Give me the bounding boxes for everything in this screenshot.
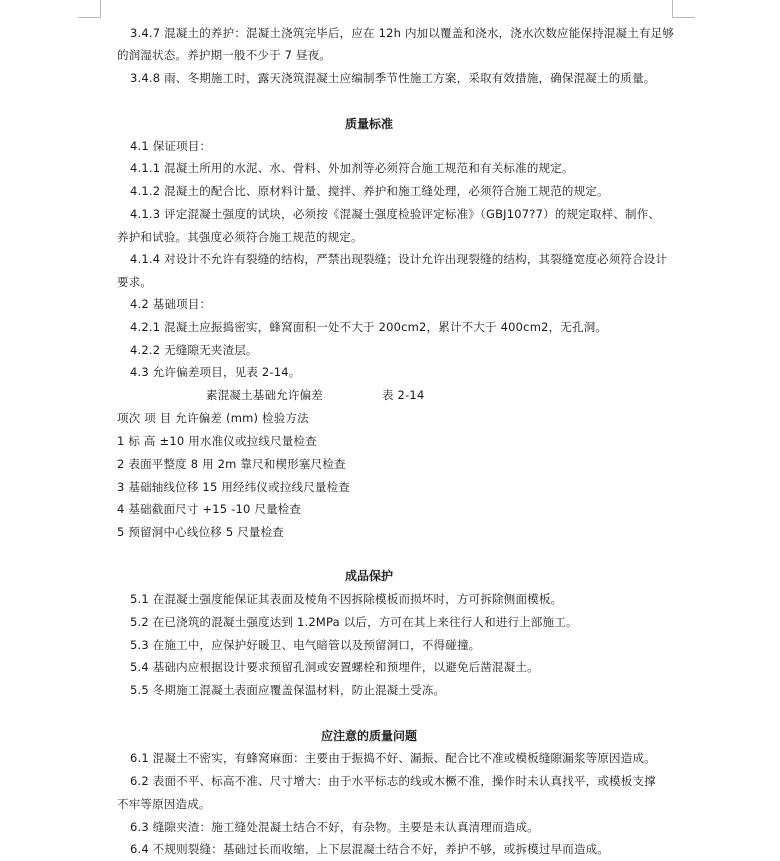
paragraph-line: 要求。 [117, 275, 153, 289]
table-row: 3 基础轴线位移 15 用经纬仪或拉线尺量检查 [117, 480, 351, 494]
paragraph-line: 6.1 混凝土不密实，有蜂窝麻面：主要由于振捣不好、漏振、配合比不准或模板缝隙漏浆等原因造成。 [130, 751, 656, 765]
paragraph-line: 不牢等原因造成。 [117, 797, 211, 811]
paragraph-line: 3.4.8 雨、冬期施工时，露天浇筑混凝土应编制季节性施工方案，采取有效措施，确保混凝土的质量。 [130, 71, 656, 85]
paragraph-line: 4.3 允许偏差项目，见表 2-14。 [130, 365, 301, 379]
paragraph-line: 6.4 不规则裂缝：基础过长而收缩，上下层混凝土结合不好，养护不够，或拆模过早而造成。 [130, 842, 610, 856]
paragraph-line: 4.2 基础项目： [130, 297, 212, 311]
paragraph-line: 5.5 冬期施工混凝土表面应覆盖保温材料，防止混凝土受冻。 [130, 683, 446, 697]
paragraph-line: 的润湿状态。养护期一般不少于 7 昼夜。 [117, 48, 332, 62]
table-row: 4 基础截面尺寸 +15 -10 尺量检查 [117, 502, 302, 516]
paragraph-line: 6.2 表面不平、标高不准、尺寸增大：由于水平标志的线或木橛不准，操作时未认真找平，或模板支撑 [130, 774, 656, 788]
paragraph-line: 4.1.1 混凝土所用的水泥、水、骨料、外加剂等必须符合施工规范和有关标准的规定。 [130, 161, 574, 175]
paragraph-line: 4.2.1 混凝土应振捣密实，蜂窝面积一处不大于 200cm2，累计不大于 400cm2，无孔洞。 [130, 320, 608, 334]
section-heading-issues: 应注意的质量问题 [320, 729, 417, 743]
table-caption: 素混凝土基础允许偏差 [206, 388, 323, 402]
table-number: 表 2-14 [382, 388, 425, 402]
section-heading-quality: 质量标准 [344, 117, 393, 131]
paragraph-line: 4.1.4 对设计不允许有裂缝的结构，严禁出现裂缝；设计允许出现裂缝的结构，其裂缝宽度必须符合设计 [130, 252, 668, 266]
paragraph-line: 5.1 在混凝土强度能保证其表面及棱角不因拆除模板而损坏时，方可拆除侧面模板。 [130, 592, 563, 606]
paragraph-line: 养护和试验。其强度必须符合施工规范的规定。 [117, 230, 363, 244]
paragraph-line: 4.1.3 评定混凝土强度的试块，必须按《混凝土强度检验评定标准》（GBJ107?7）的规定取样、制作、 [130, 207, 661, 221]
paragraph-line: 3.4.7 混凝土的养护：混凝土浇筑完毕后，应在 12h 内加以覆盖和浇水，浇水次数应能保持混凝土有足够 [130, 26, 675, 40]
table-row: 2 表面平整度 8 用 2m 靠尺和楔形塞尺检查 [117, 457, 346, 471]
paragraph-line: 5.3 在施工中，应保护好暖卫、电气暗管以及预留洞口，不得碰撞。 [130, 638, 481, 652]
paragraph-line: 4.1.2 混凝土的配合比、原材料计量、搅拌、养护和施工缝处理，必须符合施工规范的规定。 [130, 184, 609, 198]
table-row: 1 标 高 ±10 用水准仪或拉线尺量检查 [117, 434, 317, 448]
table-header-row: 项次 项 目 允许偏差 (mm) 检验方法 [117, 411, 309, 425]
section-heading-protection: 成品保护 [344, 569, 393, 583]
paragraph-line: 4.2.2 无缝隙无夹渣层。 [130, 343, 258, 357]
paragraph-line: 6.3 缝隙夹渣：施工缝处混凝土结合不好，有杂物。主要是未认真清理而造成。 [130, 820, 539, 834]
paragraph-line: 4.1 保证项目： [130, 139, 212, 153]
paragraph-line: 5.2 在已浇筑的混凝土强度达到 1.2MPa 以后，方可在其上来往行人和进行上部施工。 [130, 615, 578, 629]
table-row: 5 预留洞中心线位移 5 尺量检查 [117, 525, 284, 539]
paragraph-line: 5.4 基础内应根据设计要求预留孔洞或安置螺栓和预埋件，以避免后凿混凝土。 [130, 660, 539, 674]
